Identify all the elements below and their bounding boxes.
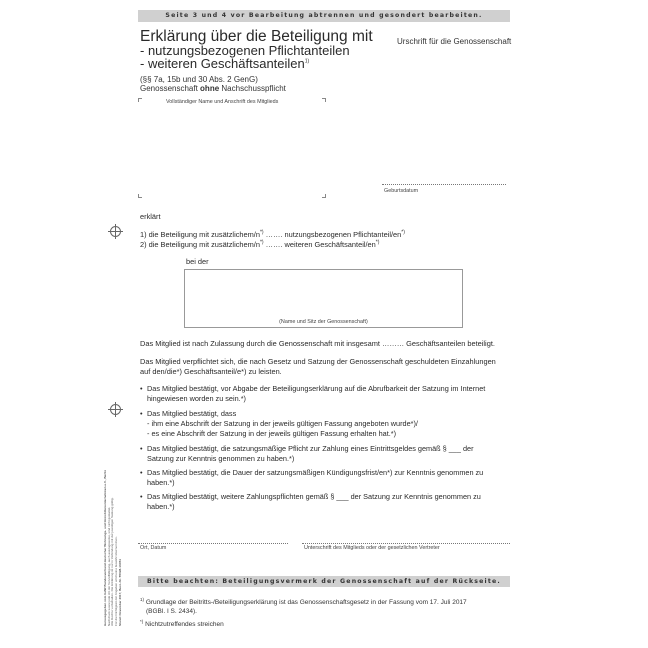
payment-obligation-paragraph-line1: Das Mitglied verpflichtet sich, die nach Gesetz und Satzung der Genossenschaft geschuldeten Einzahlungen xyxy=(140,357,496,366)
additional-shares-count-field[interactable]: ……. xyxy=(265,240,283,249)
member-signature-label: Unterschrift des Mitglieds oder der gesetzlichen Vertreter xyxy=(304,545,440,551)
cooperative-name-label: (Name und Sitz der Genossenschaft) xyxy=(279,319,368,325)
total-shares-paragraph: Das Mitglied ist nach Zulassung durch die Genossenschaft mit insgesamt ……… Geschäftsanteilen beteiligt. xyxy=(140,339,495,348)
option-additional-shares: 2) die Beteiligung mit zusätzlichem/n*) ……. weiteren Geschäftsanteil/en*) xyxy=(140,239,380,249)
declares-text: erklärt xyxy=(140,212,161,221)
birthdate-field[interactable] xyxy=(382,178,506,185)
top-instruction-bar: Seite 3 und 4 vor Bearbeitung abtrennen und gesondert bearbeiten. xyxy=(138,10,510,22)
confirmation-bullet: • Das Mitglied bestätigt, die satzungsmäßige Pflicht zur Zahlung eines Eintrittsgeldes gemäß § ___ der Satzung zur Kenntnis genommen zu haben.*) xyxy=(140,444,474,463)
cooperative-type: Genossenschaft ohne Nachschusspflicht xyxy=(140,84,286,93)
title-line-2: - nutzungsbezogenen Pflichtanteilen xyxy=(140,43,350,58)
box-corner-mark xyxy=(138,98,142,102)
member-name-address-field[interactable] xyxy=(144,108,318,190)
payment-obligation-paragraph-line2: auf den/die*) Geschäftsanteil/e*) zu leisten. xyxy=(140,367,282,376)
place-date-field[interactable] xyxy=(138,537,288,544)
birthdate-label: Geburtsdatum xyxy=(384,188,419,194)
bottom-instruction-bar: Bitte beachten: Beteiligungsvermerk der Genossenschaft auf der Rückseite. xyxy=(138,576,510,587)
box-corner-mark xyxy=(322,194,326,198)
copy-note: Urschrift für die Genossenschaft xyxy=(397,37,512,46)
place-date-label: Ort, Datum xyxy=(140,545,167,551)
member-signature-field[interactable] xyxy=(302,537,510,544)
title-line-3: - weiteren Geschäftsanteilen$^{1)}$ xyxy=(140,56,310,71)
cooperative-name-field[interactable] xyxy=(184,269,463,328)
mandatory-shares-count-field[interactable]: ……. xyxy=(265,230,283,239)
publisher-imprint: Herausgegeben vom GdW Bundesverband deutscher Wohnungs- und Immobilienunternehmen e.V., Berlin Nachdruck sowie jede Art der Vervielfältigung, auch auszugsweise, sind nicht gestattet. Alle Rechte vorbehalten. Die Erklärung ist nur in Verbindung mit der jeweiligen Satzung gültig. Für die Richtigkeit der Angaben wird keine Gewähr übernommen. Stand: November 2017, Best.-Nr. 55028-10454 xyxy=(103,469,122,626)
footnote-1: $^{1)}$ Grundlage der Beitritts-/Beteiligungserklärung ist das Genossenschaftsgesetz in der Fassung vom 17. Juli 2017 (BGBl. I S. 2434). xyxy=(140,597,467,615)
at-label: bei der xyxy=(186,257,209,266)
title-line-1: Erklärung über die Beteiligung mit xyxy=(140,28,373,45)
confirmation-bullet: • Das Mitglied bestätigt, weitere Zahlungspflichten gemäß § ___ der Satzung zur Kenntnis genommen zu haben.*) xyxy=(140,492,481,511)
box-corner-mark xyxy=(322,98,326,102)
registration-crosshair-icon xyxy=(110,226,121,237)
confirmation-bullet: • Das Mitglied bestätigt, dass - ihm eine Abschrift der Satzung in der jeweils gültigen Fassung angeboten wurde*)/ - es eine Abschrift der Satzung in der jeweils gültigen Fassung erhalten hat.*) xyxy=(140,409,418,438)
form-title xyxy=(140,29,373,70)
legal-reference: (§§ 7a, 15b und 30 Abs. 2 GenG) xyxy=(140,75,258,84)
footnote-2: *) Nichtzutreffendes streichen xyxy=(140,619,224,629)
box-corner-mark xyxy=(138,194,142,198)
confirmation-bullet: • Das Mitglied bestätigt, die Dauer der satzungsmäßigen Kündigungsfrist/en*) zur Kenntnis genommen zu haben.*) xyxy=(140,468,484,487)
registration-crosshair-icon xyxy=(110,404,121,415)
confirmation-bullet: • Das Mitglied bestätigt, vor Abgabe der Beteiligungserklärung auf die Abrufbarkeit der Satzung im Internet hingewiesen worden zu sein.*) xyxy=(140,384,486,403)
option-mandatory-shares: 1) die Beteiligung mit zusätzlichem/n*) ……. nutzungsbezogenen Pflichtanteil/en*) xyxy=(140,229,405,239)
member-name-address-label: Vollständiger Name und Anschrift des Mitglieds xyxy=(166,99,279,105)
